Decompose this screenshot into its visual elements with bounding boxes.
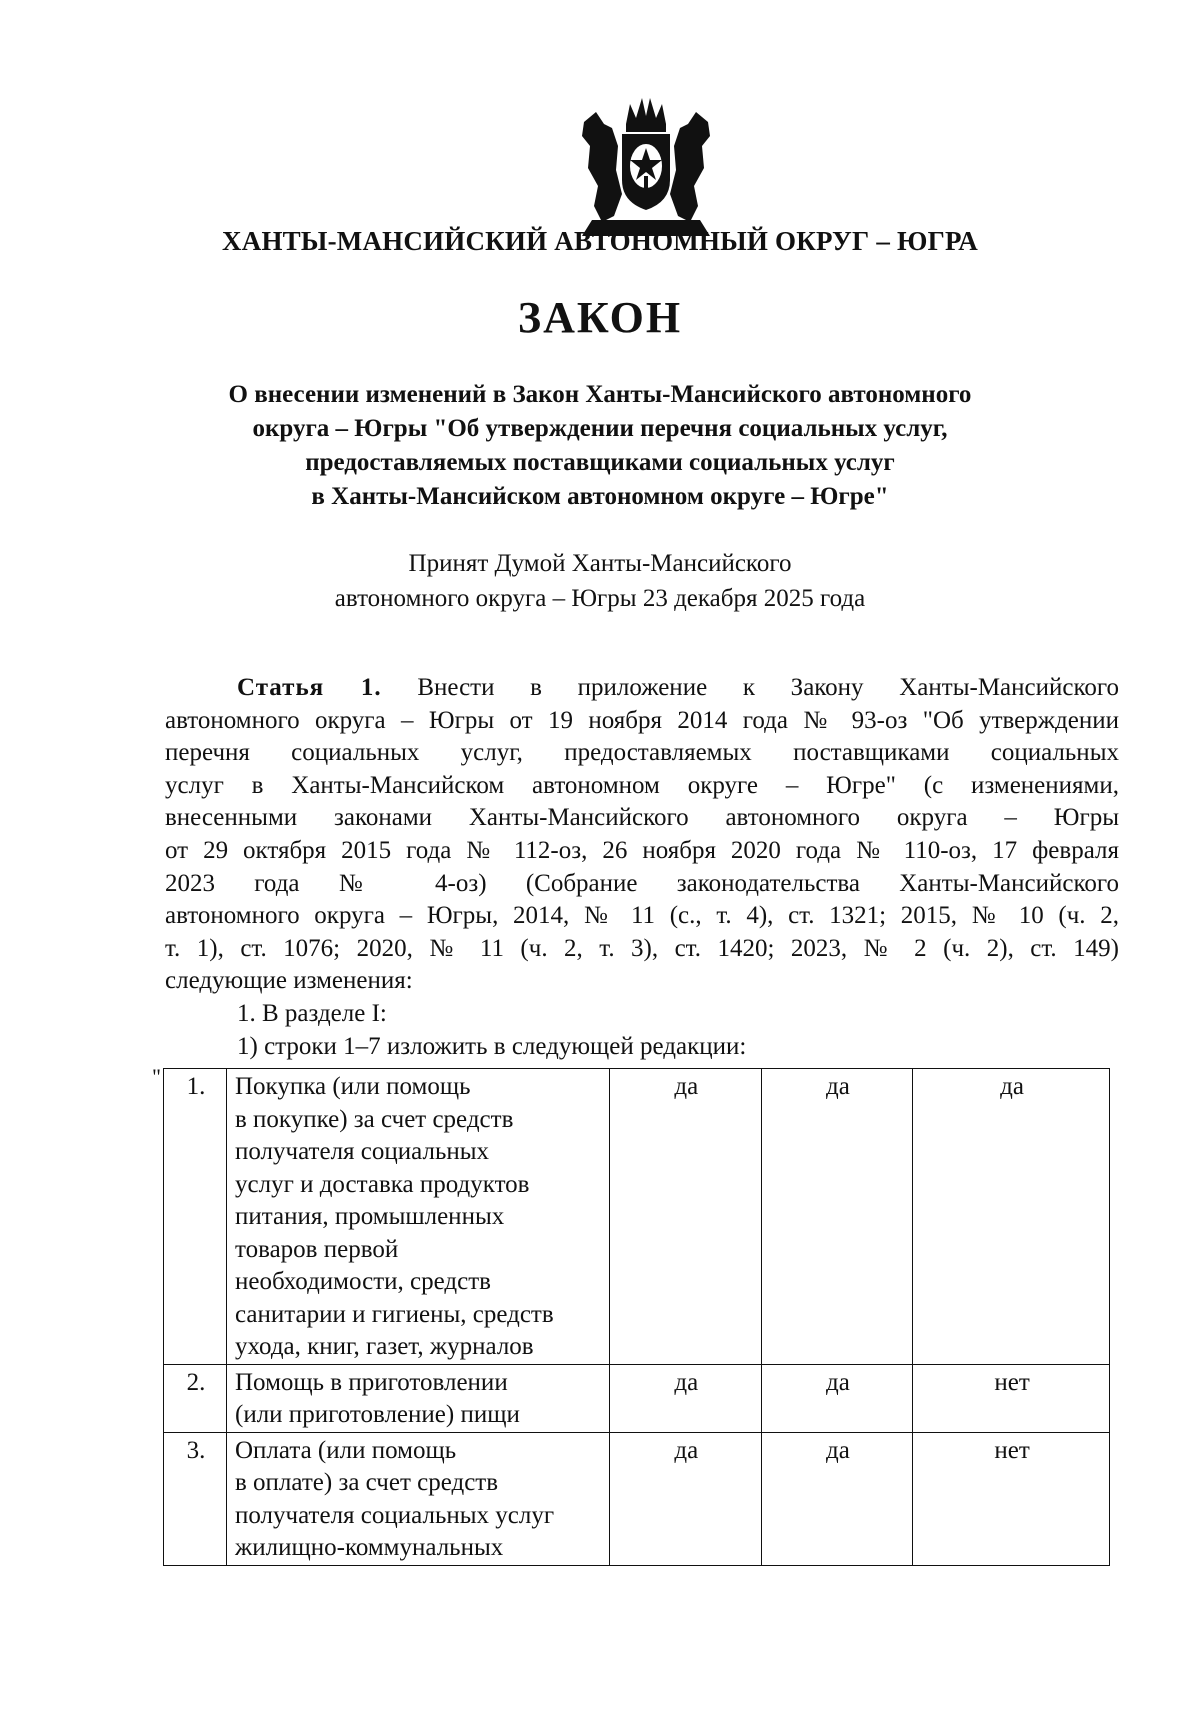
table-row bbox=[164, 1069, 1110, 1365]
cell-form-1: да bbox=[610, 1432, 762, 1565]
service-name-line: жилищно-коммунальных bbox=[235, 1534, 504, 1561]
service-name-line: в оплате) за счет средств bbox=[235, 1469, 499, 1496]
cell-form-2: да bbox=[761, 1432, 913, 1565]
service-name-line: санитарии и гигиены, средств bbox=[235, 1300, 554, 1328]
point-heading: 1. В разделе I: bbox=[237, 999, 387, 1027]
law-title-line: в Ханты-Мансийском автономном округе – Югре" bbox=[311, 483, 889, 510]
article-line: внесенными законами Ханты-Мансийского автономного округа – Югры bbox=[165, 804, 1119, 832]
article-line: перечня социальных услуг, предоставляемых поставщиками социальных bbox=[165, 739, 1119, 767]
law-title-line: округа – Югры "Об утверждении перечня социальных услуг, bbox=[252, 415, 948, 442]
article-line: услуг в Ханты-Мансийском автономном округе – Югре" (с изменениями, bbox=[165, 771, 1119, 799]
cell-form-3: нет bbox=[913, 1432, 1110, 1565]
table-row bbox=[164, 1364, 1110, 1432]
service-name bbox=[227, 1069, 610, 1365]
cell-form-2: да bbox=[761, 1069, 913, 1365]
services-table bbox=[163, 1068, 1110, 1566]
service-name bbox=[227, 1364, 610, 1432]
article-line: следующие изменения: bbox=[165, 967, 413, 995]
article-line: автономного округа – Югры от 19 ноября 2014 года № 93-оз "Об утверждении bbox=[165, 706, 1119, 734]
cell-form-2: да bbox=[761, 1364, 913, 1432]
article-text: Внести в приложение к Закону Ханты-Мансийского bbox=[417, 674, 1119, 701]
cell-form-3: нет bbox=[913, 1364, 1110, 1432]
article-first-line bbox=[165, 672, 1119, 705]
row-number: 2. bbox=[164, 1364, 227, 1432]
article-line: от 29 октября 2015 года № 112-оз, 26 ноября 2020 года № 110-оз, 17 февраля bbox=[165, 836, 1119, 864]
service-name-line: получателя социальных bbox=[235, 1138, 490, 1165]
article-body bbox=[165, 672, 1119, 1063]
service-name-line: питания, промышленных bbox=[235, 1203, 505, 1230]
service-name-line: в покупке) за счет средств bbox=[235, 1105, 514, 1133]
adoption-line: Принят Думой Ханты-Мансийского bbox=[408, 550, 792, 577]
law-title-line: О внесении изменений в Закон Ханты-Мансийского автономного bbox=[228, 381, 972, 408]
document-type: ЗАКОН bbox=[517, 293, 683, 342]
service-name-line: услуг и доставка продуктов bbox=[235, 1170, 530, 1198]
adoption-line: автономного округа – Югры 23 декабря 2025 года bbox=[334, 585, 866, 612]
adoption-note bbox=[0, 546, 1200, 616]
article-line: т. 1), ст. 1076; 2020, № 11 (ч. 2, т. 3), ст. 1420; 2023, № 2 (ч. 2), ст. 149) bbox=[165, 934, 1119, 962]
table-row bbox=[164, 1432, 1110, 1565]
service-name-line: Покупка (или помощь bbox=[235, 1073, 471, 1100]
service-name-line: Оплата (или помощь bbox=[235, 1436, 457, 1464]
cell-form-1: да bbox=[610, 1364, 762, 1432]
service-name-line: товаров первой bbox=[235, 1235, 399, 1263]
row-number: 3. bbox=[164, 1432, 227, 1565]
service-name-line: необходимости, средств bbox=[235, 1268, 491, 1295]
table-open-quote: " bbox=[152, 1064, 161, 1089]
law-title bbox=[0, 378, 1200, 514]
row-number: 1. bbox=[164, 1069, 227, 1365]
article-line: 2023 года № 4-оз) (Собрание законодательства Ханты-Мансийского bbox=[165, 869, 1119, 897]
cell-form-1: да bbox=[610, 1069, 762, 1365]
cell-form-3: да bbox=[913, 1069, 1110, 1365]
service-name-line: ухода, книг, газет, журналов bbox=[235, 1333, 534, 1360]
region-heading: ХАНТЫ-МАНСИЙСКИЙ АВТОНОМНЫЙ ОКРУГ – ЮГРА bbox=[222, 226, 978, 256]
law-title-line: предоставляемых поставщиками социальных услуг bbox=[305, 449, 895, 476]
service-name-line: получателя социальных услуг bbox=[235, 1501, 555, 1529]
coat-of-arms-icon bbox=[572, 94, 720, 238]
subpoint-heading: 1) строки 1–7 изложить в следующей редакции: bbox=[237, 1032, 747, 1060]
article-label: Статья 1. bbox=[237, 674, 382, 701]
service-name-line: (или приготовление) пищи bbox=[235, 1401, 520, 1428]
service-name-line: Помощь в приготовлении bbox=[235, 1368, 508, 1396]
article-line: автономного округа – Югры, 2014, № 11 (с., т. 4), ст. 1321; 2015, № 10 (ч. 2, bbox=[165, 902, 1119, 930]
service-name bbox=[227, 1432, 610, 1565]
